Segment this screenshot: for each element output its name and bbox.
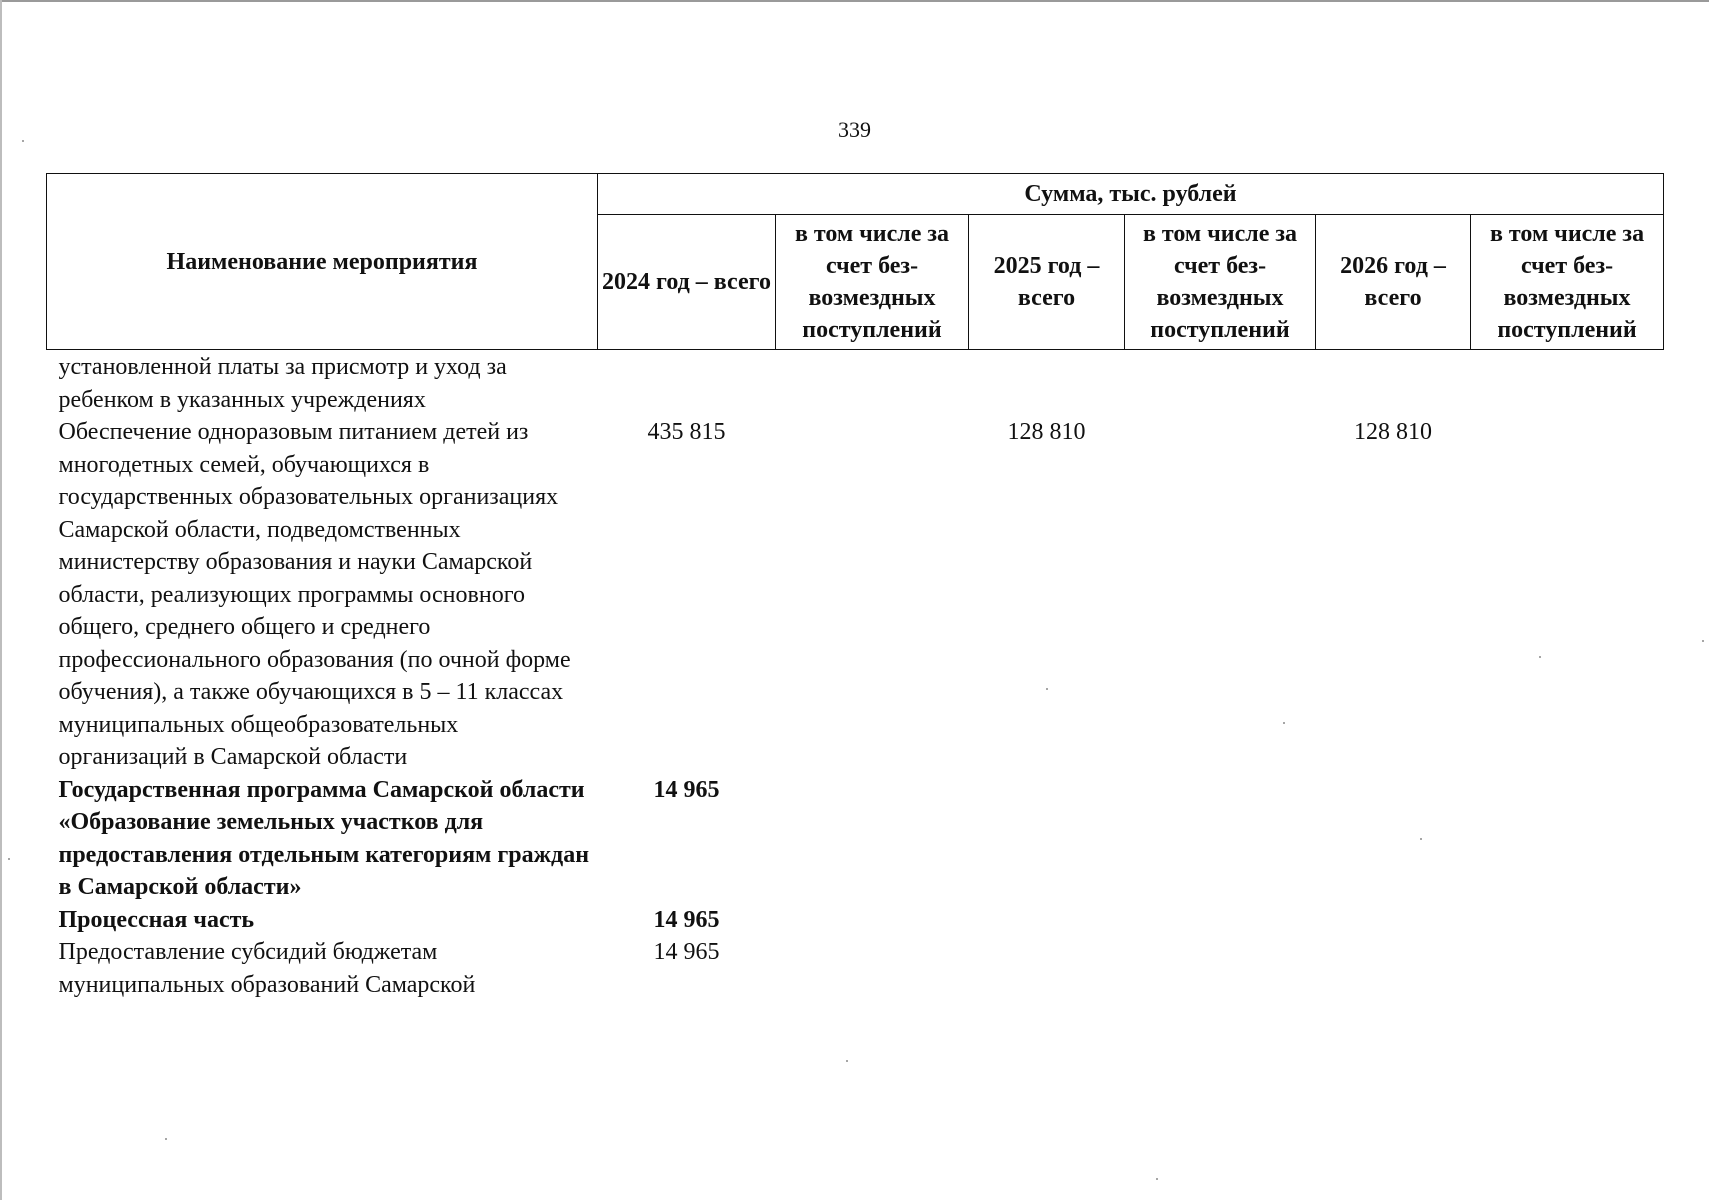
- scan-speck: [1283, 722, 1285, 724]
- row-2024-total: 14 965: [653, 939, 720, 965]
- scan-speck: [846, 1060, 848, 1062]
- page-edge-left: [0, 0, 2, 1200]
- row-2026-total: [1316, 774, 1471, 904]
- header-2024-total: 2024 год – всего: [598, 215, 776, 350]
- row-2025-total: [969, 936, 1125, 1001]
- scan-speck: [8, 858, 10, 860]
- row-name: Обеспечение одноразовым питанием детей из многодетных семей, обучающихся в государственных образовательных организациях Самарской области, подведомственных министерству образования и науки Самарской области, реализующих программы основного общего, среднего общего и среднего профессионального образования (по очной форме обучения), а также обучающихся в 5 – 11 классах муниципальных общеобразовательных организаций в Самарской области: [58, 419, 571, 770]
- row-2026-grants: [1471, 774, 1664, 904]
- row-2026-grants: [1471, 350, 1664, 417]
- row-2026-grants: [1471, 416, 1664, 774]
- table-row: [47, 416, 1664, 774]
- row-2024-grants: [776, 416, 969, 774]
- row-name: Государственная программа Самарской области «Образование земельных участков для предоставления отдельным категориям граждан в Самарской области»: [58, 776, 590, 900]
- header-2025-grants: в том числе за счет без-возмездных поступлений: [1125, 215, 1316, 350]
- row-2024-grants: [776, 936, 969, 1001]
- row-2025-total: [969, 350, 1125, 417]
- table-row: [47, 936, 1664, 1001]
- scan-speck: [1046, 688, 1048, 690]
- scan-speck: [1539, 656, 1541, 658]
- scan-speck: [1420, 838, 1422, 840]
- row-name: Процессная часть: [58, 906, 255, 933]
- row-2026-grants: [1471, 904, 1664, 937]
- row-2025-grants: [1125, 774, 1316, 904]
- row-2024-grants: [776, 904, 969, 937]
- header-2026-total: 2026 год – всего: [1316, 215, 1471, 350]
- row-name: установленной платы за присмотр и уход за ребенком в указанных учреждениях: [58, 354, 507, 413]
- scan-speck: [22, 140, 24, 142]
- row-2025-total: [969, 904, 1125, 937]
- table-row: [47, 350, 1664, 417]
- row-2025-grants: [1125, 904, 1316, 937]
- row-name: Предоставление субсидий бюджетам муниципальных образований Самарской: [58, 939, 476, 998]
- row-2026-total: [1316, 350, 1471, 417]
- row-2024-total: 14 965: [653, 906, 720, 933]
- row-2025-grants: [1125, 416, 1316, 774]
- row-2026-total: [1316, 904, 1471, 937]
- row-2025-total: 128 810: [1007, 419, 1086, 445]
- table-header: [47, 174, 1664, 350]
- row-2026-grants: [1471, 936, 1664, 1001]
- table-body: [47, 350, 1664, 1002]
- budget-table: [46, 173, 1664, 1001]
- row-2026-total: 128 810: [1354, 419, 1432, 445]
- scan-speck: [165, 1138, 167, 1140]
- row-2025-total: [969, 774, 1125, 904]
- header-2025-total: 2025 год – всего: [969, 215, 1125, 350]
- row-2024-total: 435 815: [647, 419, 726, 445]
- row-2024-total: [598, 350, 776, 417]
- row-2024-grants: [776, 774, 969, 904]
- page-number: 339: [838, 117, 871, 142]
- table-row: [47, 904, 1664, 937]
- page-edge-top: [0, 0, 1709, 2]
- header-2026-grants: в том числе за счет без-возмездных поступлений: [1471, 215, 1664, 350]
- scan-speck: [1702, 640, 1704, 642]
- header-2024-grants: в том числе за счет без-возмездных поступлений: [776, 215, 969, 350]
- row-2024-total: 14 965: [653, 776, 720, 803]
- header-name-column: Наименование мероприятия: [47, 174, 598, 350]
- header-sum-group: Сумма, тыс. рублей: [598, 174, 1664, 215]
- row-2026-total: [1316, 936, 1471, 1001]
- row-2025-grants: [1125, 350, 1316, 417]
- header-row-top: [47, 174, 1664, 215]
- row-2025-grants: [1125, 936, 1316, 1001]
- row-2024-grants: [776, 350, 969, 417]
- scan-speck: [1156, 1178, 1158, 1180]
